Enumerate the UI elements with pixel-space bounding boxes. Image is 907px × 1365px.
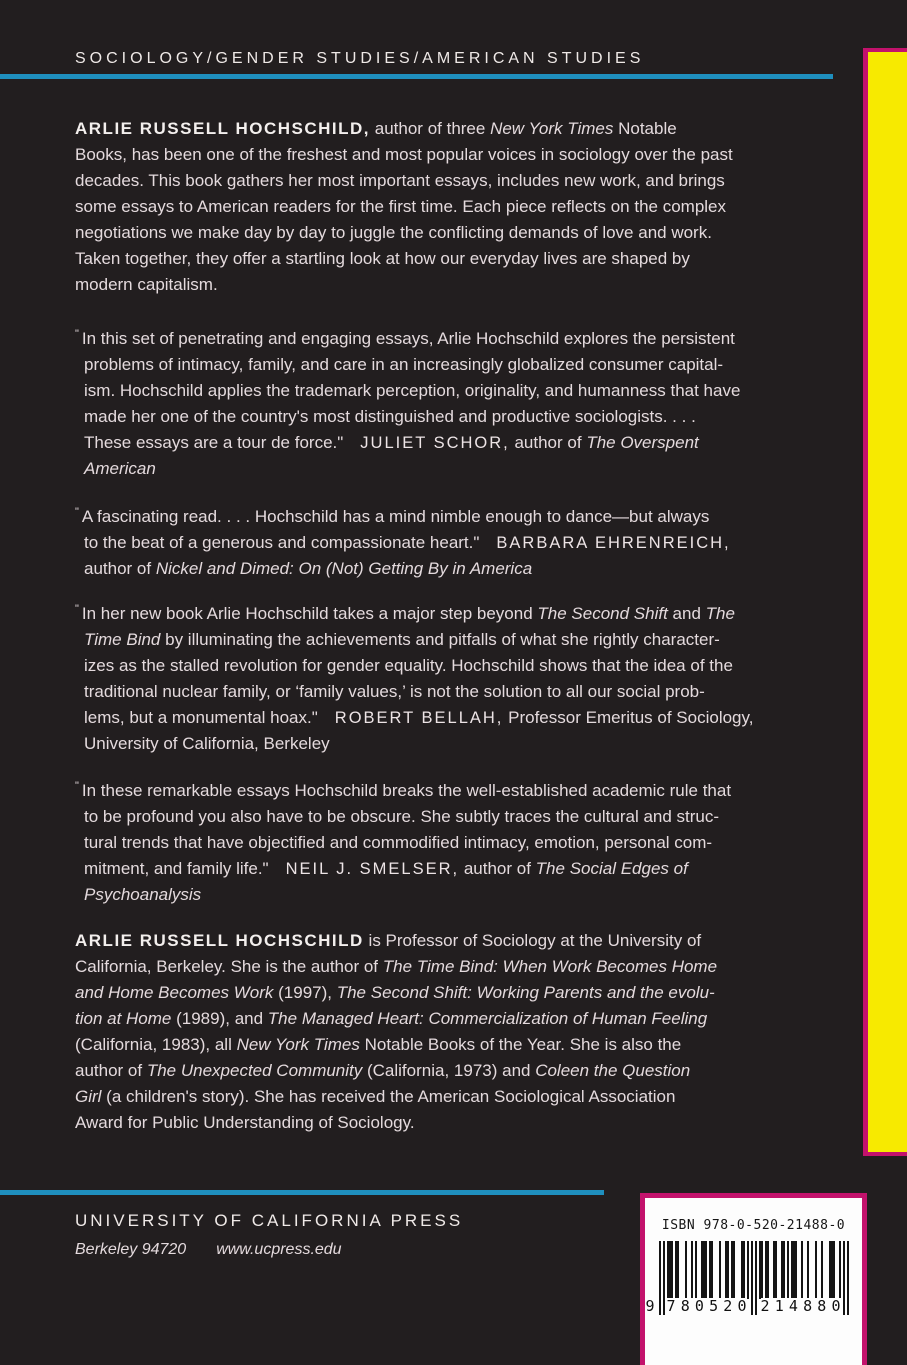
text-segment: by illuminating the achievements and pitfalls of what she rightly character- [160, 630, 720, 649]
text-segment: author of [84, 559, 156, 578]
barcode-digit: 2 [723, 1297, 733, 1315]
text-segment: The Overspent [586, 433, 699, 452]
text-segment: BARBARA EHRENREICH, [496, 534, 731, 552]
text-segment: problems of intimacy, family, and care in an increasingly globalized consumer capital- [84, 355, 724, 374]
barcode-digits-left-group [667, 1298, 747, 1315]
barcode-digit: 0 [737, 1297, 747, 1315]
text-segment: and Home Becomes Work [75, 983, 274, 1002]
category-header: SOCIOLOGY/GENDER STUDIES/AMERICAN STUDIES [75, 50, 645, 67]
text-segment: In these remarkable essays Hochschild breaks the well-established academic rule that [81, 781, 732, 800]
text-segment: The Social Edges of [535, 859, 688, 878]
text-segment: made her one of the country's most distinguished and productive sociologists. . . . [84, 407, 696, 426]
publisher-address: Berkeley 94720 [75, 1241, 187, 1258]
barcode-digit: 5 [709, 1297, 719, 1315]
text-segment: The Managed Heart: Commercialization of Human Feeling [267, 1009, 708, 1028]
text-segment: traditional nuclear family, or ‘family values,’ is not the solution to all our social prob- [84, 682, 705, 701]
author-bio [75, 928, 861, 1136]
barcode-module [847, 1241, 849, 1315]
text-segment: author of [509, 433, 587, 452]
text-segment: negotiations we make day by day to juggle the conflicting demands of love and work. [75, 223, 712, 242]
text-segment: modern capitalism. [75, 275, 218, 294]
text-segment: The Second Shift [537, 604, 668, 623]
text-segment: ism. Hochschild applies the trademark perception, originality, and humanness that have [84, 381, 741, 400]
barcode-digit: 2 [760, 1297, 770, 1315]
text-segment: ROBERT BELLAH, [334, 709, 504, 727]
text-segment: Professor Emeritus of Sociology, [503, 708, 754, 727]
text-segment: JULIET SCHOR, [360, 434, 510, 452]
text-segment: author of three [370, 119, 491, 138]
text-segment: California, Berkeley. She is the author of [75, 957, 383, 976]
publisher-website: www.ucpress.edu [216, 1241, 342, 1258]
bottom-rule [0, 1190, 604, 1195]
text-segment: Time Bind [84, 630, 161, 649]
text-segment: to be profound you also have to be obscure. She subtly traces the cultural and struc- [84, 807, 720, 826]
text-segment: " [75, 328, 80, 340]
text-segment: tion at Home [75, 1009, 172, 1028]
text-segment: (a children's story). She has received the American Sociological Association [101, 1087, 676, 1106]
review-quote-bellah [75, 596, 861, 757]
text-segment: The Time Bind: When Work Becomes Home [382, 957, 718, 976]
text-segment: These essays are a tour de force." [84, 433, 361, 452]
text-segment: New York Times [490, 119, 614, 138]
text-segment: ARLIE RUSSELL HOCHSCHILD, [75, 119, 371, 138]
text-segment: (1997), [273, 983, 337, 1002]
barcode-digit: 0 [831, 1297, 841, 1315]
text-segment: (1989), and [171, 1009, 268, 1028]
text-segment: author of [75, 1061, 147, 1080]
publisher-name: UNIVERSITY OF CALIFORNIA PRESS [75, 1211, 464, 1230]
publisher-contact [75, 1241, 342, 1259]
top-rule [0, 74, 833, 79]
text-segment: author of [459, 859, 536, 878]
text-segment: Girl [75, 1087, 102, 1106]
text-segment: Psychoanalysis [84, 885, 202, 904]
barcode-digit: 0 [694, 1297, 704, 1315]
text-segment: Taken together, they offer a startling look at how our everyday lives are shaped by [75, 249, 690, 268]
barcode-digit: 8 [680, 1297, 690, 1315]
barcode-digit: 8 [817, 1297, 827, 1315]
text-segment: is Professor of Sociology at the University of [363, 931, 702, 950]
barcode-digits-right-group [761, 1298, 841, 1315]
text-segment: The Unexpected Community [146, 1061, 363, 1080]
front-cover-edge [863, 48, 907, 1156]
review-quote-ehrenreich [75, 499, 861, 582]
text-segment: American [84, 459, 156, 478]
text-segment: The Second Shift: Working Parents and the evolu- [336, 983, 715, 1002]
text-segment: tural trends that have objectified and commodified intimacy, emotion, personal com- [84, 833, 713, 852]
text-segment: (California, 1983), all [75, 1035, 237, 1054]
text-segment: to the beat of a generous and compassionate heart." [84, 533, 497, 552]
barcode-digit-lead: 9 [645, 1297, 655, 1315]
text-segment: Award for Public Understanding of Sociology. [75, 1113, 415, 1132]
text-segment: ARLIE RUSSELL HOCHSCHILD [75, 931, 364, 950]
text-segment: New York Times [236, 1035, 360, 1054]
text-segment: Notable Books of the Year. She is also the [359, 1035, 682, 1054]
text-segment: Coleen the Question [535, 1061, 691, 1080]
barcode-digit: 8 [803, 1297, 813, 1315]
text-segment: lems, but a monumental hoax." [84, 708, 335, 727]
text-segment: University of California, Berkeley [84, 734, 330, 753]
text-segment: izes as the stalled revolution for gender equality. Hochschild shows that the idea of the [84, 656, 733, 675]
text-segment: mitment, and family life." [84, 859, 286, 878]
barcode-panel [640, 1193, 867, 1365]
text-segment: " [75, 506, 80, 518]
text-segment: decades. This book gathers her most important essays, includes new work, and brings [75, 171, 725, 190]
review-quote-schor [75, 321, 861, 482]
text-segment: NEIL J. SMELSER, [285, 860, 460, 878]
text-segment: " [75, 603, 80, 615]
text-segment: In her new book Arlie Hochschild takes a major step beyond [81, 604, 538, 623]
text-segment: The [705, 604, 735, 623]
barcode-digit: 7 [666, 1297, 676, 1315]
text-segment: In this set of penetrating and engaging essays, Arlie Hochschild explores the persistent [81, 329, 735, 348]
isbn-label: ISBN 978-0-520-21488-0 [661, 1218, 846, 1233]
barcode-digit: 1 [774, 1297, 784, 1315]
text-segment: some essays to American readers for the first time. Each piece reflects on the complex [75, 197, 727, 216]
text-segment: " [75, 780, 80, 792]
text-segment: A fascinating read. . . . Hochschild has a mind nimble enough to dance—but always [81, 507, 710, 526]
text-segment: Notable [613, 119, 677, 138]
review-quote-smelser [75, 773, 861, 908]
text-segment: Books, has been one of the freshest and most popular voices in sociology over the past [75, 145, 733, 164]
barcode-digit: 4 [788, 1297, 798, 1315]
text-segment: Nickel and Dimed: On (Not) Getting By in America [155, 559, 533, 578]
text-segment: and [667, 604, 706, 623]
text-segment: (California, 1973) and [362, 1061, 536, 1080]
barcode-bars [645, 1241, 849, 1317]
intro-paragraph [75, 116, 861, 298]
